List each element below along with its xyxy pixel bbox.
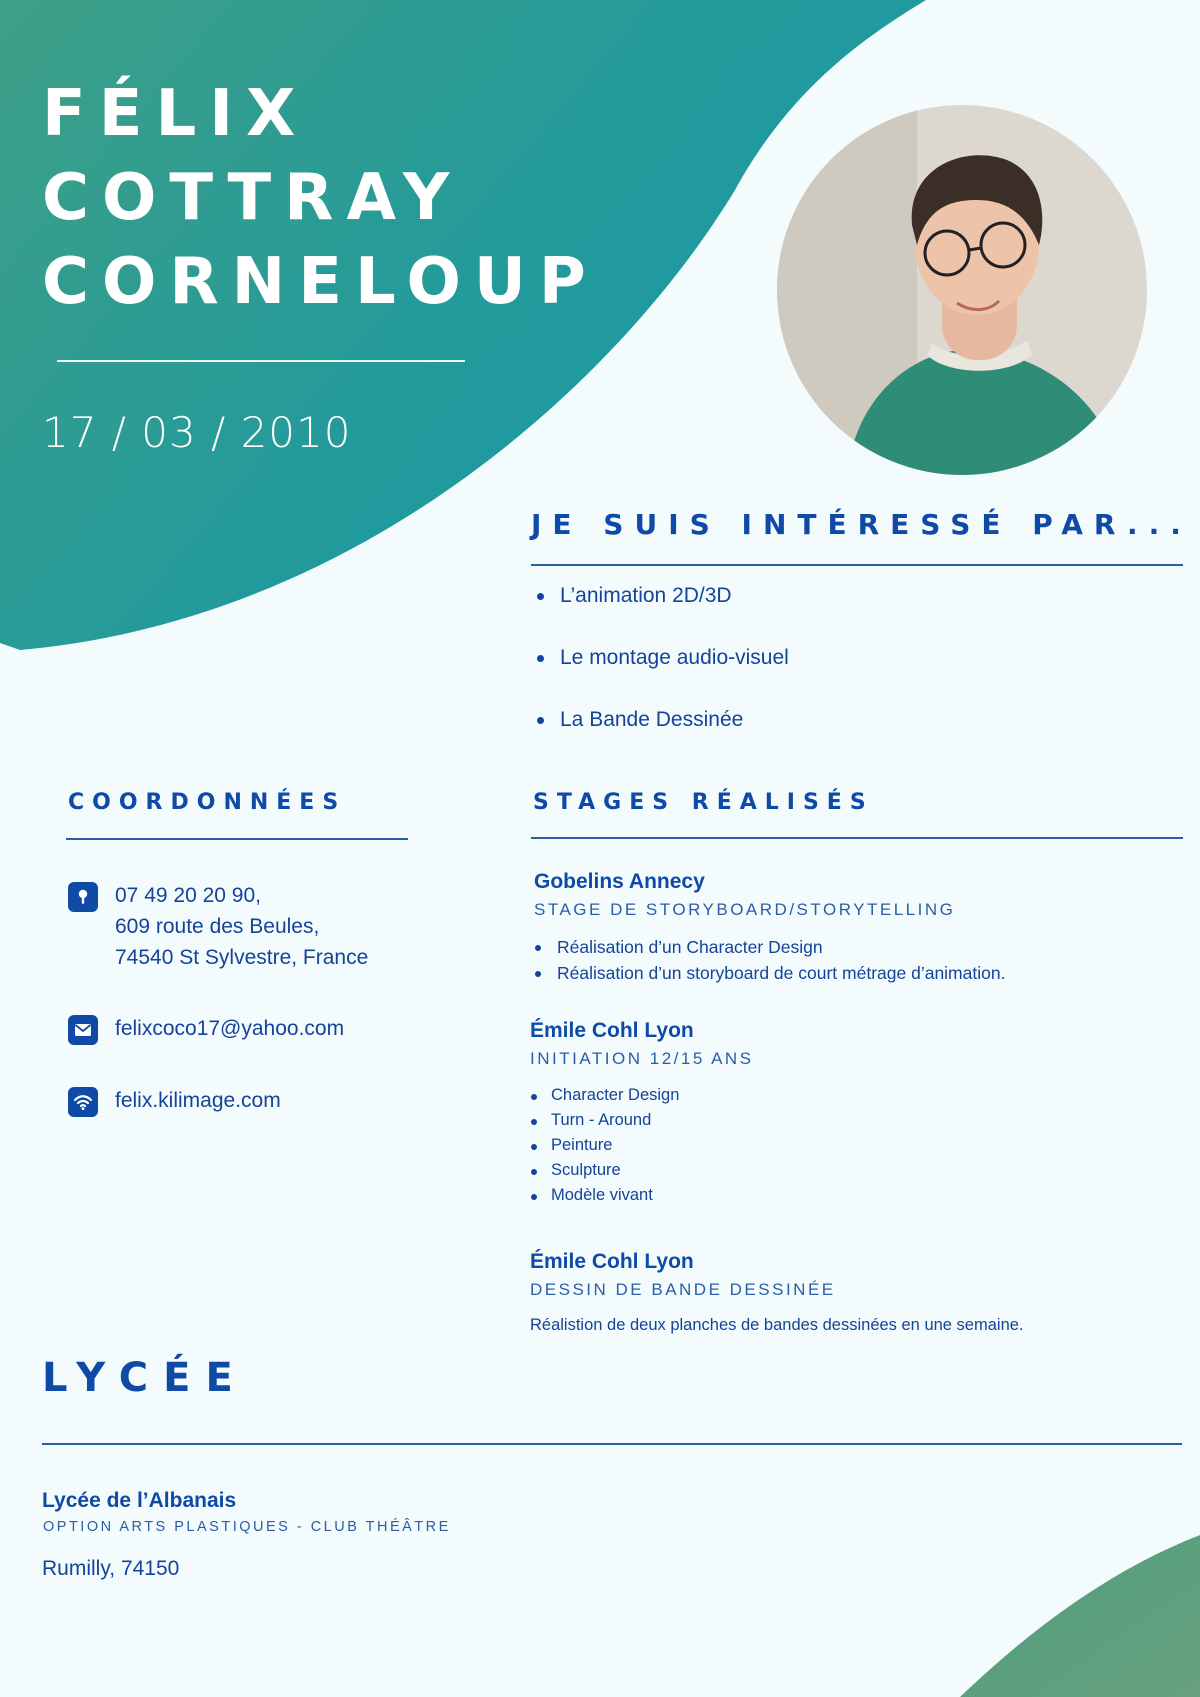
contact-email bbox=[68, 1013, 344, 1045]
list-item: Réalisation d’un storyboard de court métrage d’animation. bbox=[534, 960, 1005, 986]
list-item: Le montage audio-visuel bbox=[537, 643, 789, 705]
school-name: Lycée de l’Albanais bbox=[42, 1489, 237, 1512]
list-item: La Bande Dessinée bbox=[537, 705, 789, 767]
stage-emile-cohl-initiation bbox=[530, 1019, 754, 1208]
list-item: Sculpture bbox=[530, 1158, 754, 1183]
stage-subtitle: DESSIN DE BANDE DESSINÉE bbox=[530, 1280, 836, 1299]
school-options: OPTION ARTS PLASTIQUES - CLUB THÉÂTRE bbox=[43, 1519, 451, 1535]
stage-name: Émile Cohl Lyon bbox=[530, 1250, 694, 1273]
envelope-icon bbox=[68, 1015, 98, 1045]
contact-address bbox=[68, 880, 368, 973]
full-name bbox=[42, 72, 599, 324]
stages-heading: STAGES RÉALISÉS bbox=[533, 790, 874, 815]
email-link[interactable]: felixcoco17@yahoo.com bbox=[115, 1017, 345, 1040]
list-item: Turn - Around bbox=[530, 1108, 754, 1133]
name-line-2: COTTRAY bbox=[42, 161, 463, 235]
list-item: Character Design bbox=[530, 1083, 754, 1108]
website-link[interactable]: felix.kilimage.com bbox=[115, 1089, 281, 1112]
footer-corner-shape bbox=[960, 1535, 1200, 1697]
stages-divider bbox=[531, 837, 1183, 839]
location-pin-icon bbox=[68, 882, 98, 912]
stage-subtitle: STAGE DE STORYBOARD/STORYTELLING bbox=[534, 900, 956, 919]
list-item: Peinture bbox=[530, 1133, 754, 1158]
stage-emile-cohl-bd bbox=[530, 1250, 1024, 1335]
stage-bullets bbox=[534, 934, 1005, 986]
contact-heading: COORDONNÉES bbox=[68, 790, 347, 815]
contact-divider bbox=[66, 838, 408, 840]
stage-name: Émile Cohl Lyon bbox=[530, 1019, 694, 1042]
name-line-3: CORNELOUP bbox=[42, 245, 599, 319]
lycee-heading: LYCÉE bbox=[42, 1355, 248, 1401]
profile-photo bbox=[777, 105, 1147, 475]
school-block bbox=[42, 1489, 451, 1581]
school-city: Rumilly, 74150 bbox=[42, 1557, 180, 1580]
interests-list bbox=[537, 581, 789, 767]
contact-website bbox=[68, 1085, 281, 1117]
list-item: L’animation 2D/3D bbox=[537, 581, 789, 643]
stage-name: Gobelins Annecy bbox=[534, 870, 705, 893]
stage-bullets bbox=[530, 1083, 754, 1208]
stage-description: Réalistion de deux planches de bandes dessinées en une semaine. bbox=[530, 1316, 1024, 1334]
stage-gobelins bbox=[534, 870, 1005, 986]
interests-divider bbox=[531, 564, 1183, 566]
list-item: Réalisation d’un Character Design bbox=[534, 934, 1005, 960]
lycee-divider bbox=[42, 1443, 1182, 1445]
wifi-icon bbox=[68, 1087, 98, 1117]
name-line-1: FÉLIX bbox=[42, 77, 309, 151]
stage-subtitle: INITIATION 12/15 ANS bbox=[530, 1049, 754, 1068]
interests-heading: JE SUIS INTÉRESSÉ PAR... bbox=[531, 508, 1192, 541]
phone-number[interactable]: 07 49 20 20 90, bbox=[115, 884, 261, 907]
address-city: 74540 St Sylvestre, France bbox=[115, 946, 369, 969]
birthdate: 17 / 03 / 2010 bbox=[42, 408, 352, 457]
list-item: Modèle vivant bbox=[530, 1183, 754, 1208]
address-street: 609 route des Beules, bbox=[115, 915, 320, 938]
name-divider bbox=[57, 360, 465, 362]
